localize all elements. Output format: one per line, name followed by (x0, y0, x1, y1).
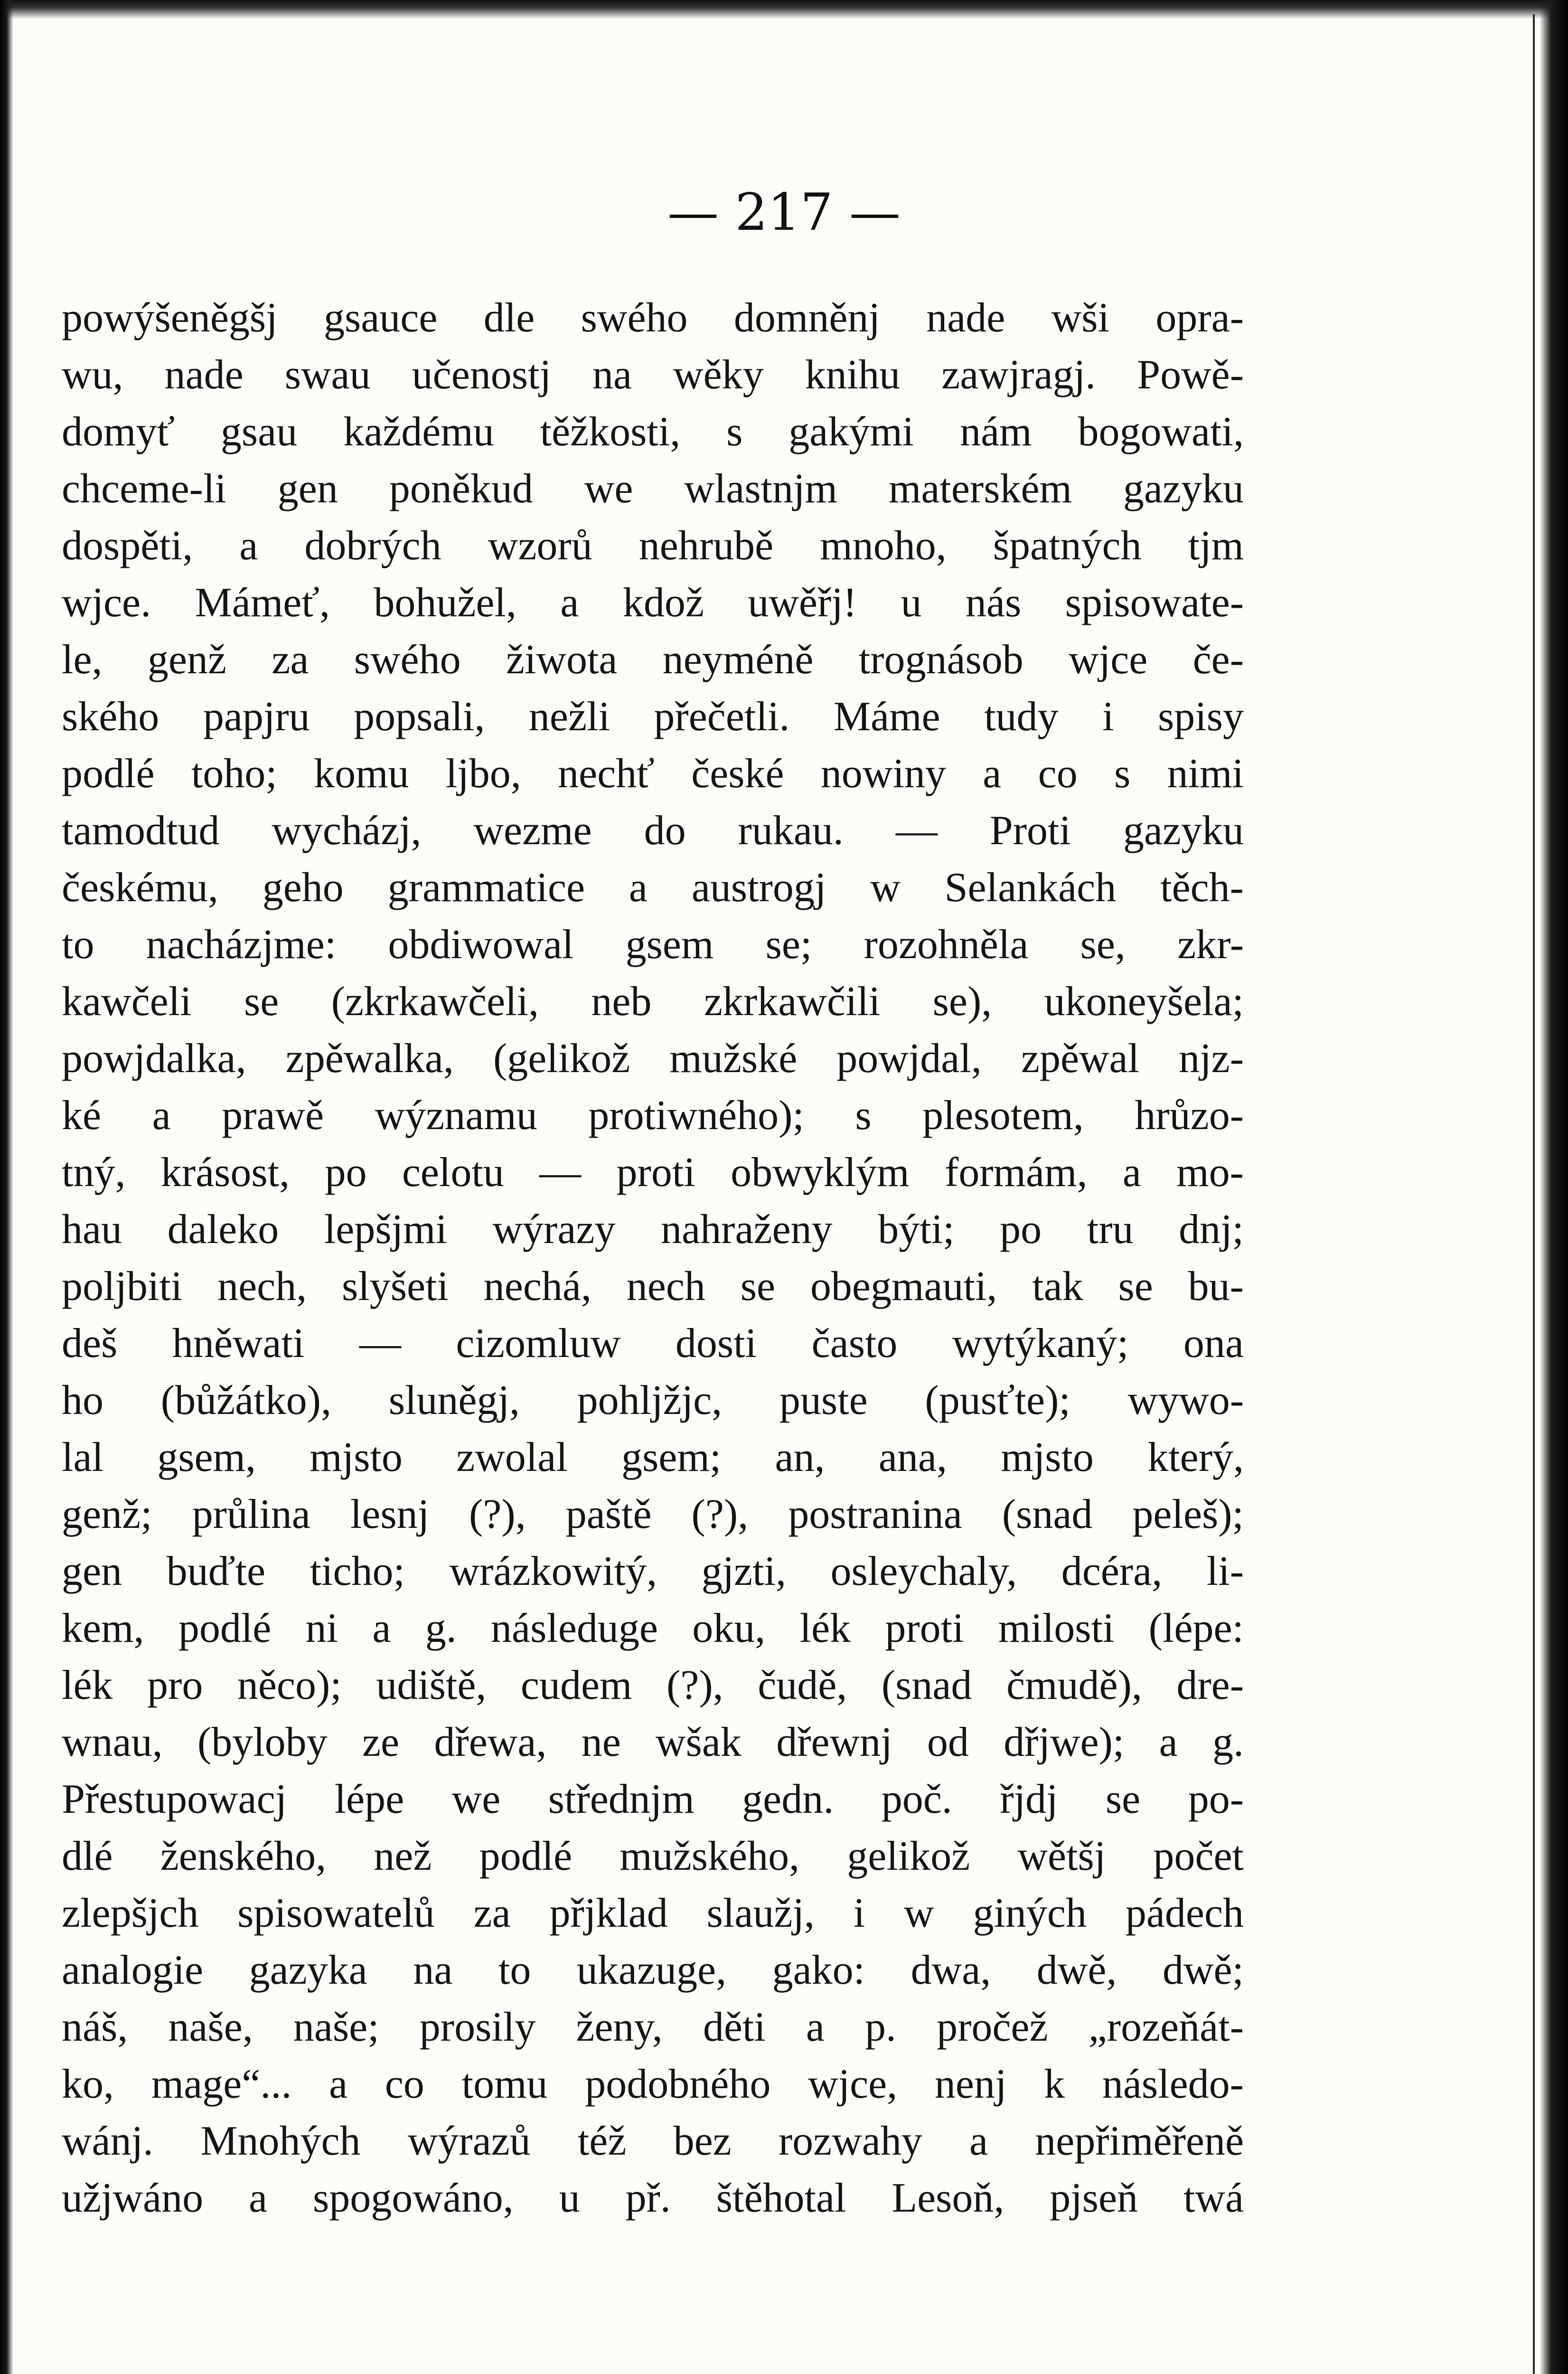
text-line: chceme-li gen poněkud we wlastnjm materském gazyku (62, 466, 1244, 512)
text-line: užjwáno a spogowáno, u př. štěhotal Lesoň, pjseň twá (62, 2175, 1244, 2221)
text-line: tamodtud wycházj, wezme do rukau. — Proti gazyku (62, 808, 1244, 854)
text-line: dlé ženského, než podlé mužského, gelikož wětšj počet (62, 1833, 1244, 1879)
text-line: Přestupowacj lépe we střednjm gedn. poč. řjdj se po- (62, 1776, 1244, 1822)
text-line: deš hněwati — cizomluw dosti často wytýkaný; ona (62, 1320, 1244, 1366)
text-line: wjce. Mámeť, bohužel, a kdož uwěřj! u nás spisowate- (62, 580, 1244, 626)
page-number-header: — 217 — (667, 183, 901, 242)
text-line: wnau, (byloby ze dřewa, ne wšak dřewnj od dřjwe); a g. (62, 1719, 1244, 1765)
text-line: ké a prawě wýznamu protiwného); s plesotem, hrůzo- (62, 1093, 1244, 1139)
text-line: kem, podlé ni a g. následuge oku, lék proti milosti (lépe: (62, 1605, 1244, 1651)
scan-edge-left (0, 0, 13, 2374)
scan-edge-right (1540, 0, 1568, 2374)
text-line: wu, nade swau učenostj na wěky knihu zawjragj. Powě- (62, 352, 1244, 398)
text-line: českému, geho grammatice a austrogj w Selankách těch- (62, 865, 1244, 911)
text-line: gen buďte ticho; wrázkowitý, gjzti, osleychaly, dcéra, li- (62, 1548, 1244, 1594)
text-line: zlepšjch spisowatelů za přjklad slaužj, i w giných pádech (62, 1890, 1244, 1936)
text-line: le, genž za swého žiwota neyméně trognásob wjce če- (62, 637, 1244, 683)
text-line: genž; průlina lesnj (?), paště (?), postranina (snad peleš); (62, 1491, 1244, 1537)
text-line: poljbiti nech, slyšeti nechá, nech se obegmauti, tak se bu- (62, 1263, 1244, 1309)
text-line: analogie gazyka na to ukazuge, gako: dwa, dwě, dwě; (62, 1947, 1244, 1993)
text-line: ho (bůžátko), sluněgj, pohljžjc, puste (pusťte); wywo- (62, 1377, 1244, 1423)
text-line: tný, krásost, po celotu — proti obwyklým formám, a mo- (62, 1149, 1244, 1196)
text-line: kawčeli se (zkrkawčeli, neb zkrkawčili se), ukoneyšela; (62, 979, 1244, 1025)
text-line: lal gsem, mjsto zwolal gsem; an, ana, mjsto který, (62, 1434, 1244, 1480)
text-line: ko, mage“... a co tomu podobného wjce, nenj k následo- (62, 2061, 1244, 2107)
text-line: lék pro něco); udiště, cudem (?), čudě, (snad čmudě), dre- (62, 1662, 1244, 1708)
scan-edge-right-line (1533, 14, 1535, 2374)
text-line: domyť gsau každému těžkosti, s gakými nám bogowati, (62, 409, 1244, 455)
text-line: powýšeněgšj gsauce dle swého domněnj nade wši opra- (62, 295, 1244, 341)
text-line: powjdalka, zpěwalka, (gelikož mužské powjdal, zpěwal njz- (62, 1036, 1244, 1082)
body-text (62, 290, 1244, 2227)
text-line: hau daleko lepšjmi wýrazy nahraženy býti; po tru dnj; (62, 1206, 1244, 1253)
scan-edge-top (0, 0, 1568, 19)
text-line: náš, naše, naše; prosily ženy, děti a p. pročež „rozeňát- (62, 2004, 1244, 2050)
text-line: ského papjru popsali, nežli přečetli. Máme tudy i spisy (62, 694, 1244, 740)
text-line: podlé toho; komu ljbo, nechť české nowiny a co s nimi (62, 751, 1244, 797)
text-line: dospěti, a dobrých wzorů nehrubě mnoho, špatných tjm (62, 523, 1244, 569)
text-line: to nacházjme: obdiwowal gsem se; rozohněla se, zkr- (62, 922, 1244, 968)
text-line: wánj. Mnohých wýrazů též bez rozwahy a nepřiměřeně (62, 2118, 1244, 2164)
